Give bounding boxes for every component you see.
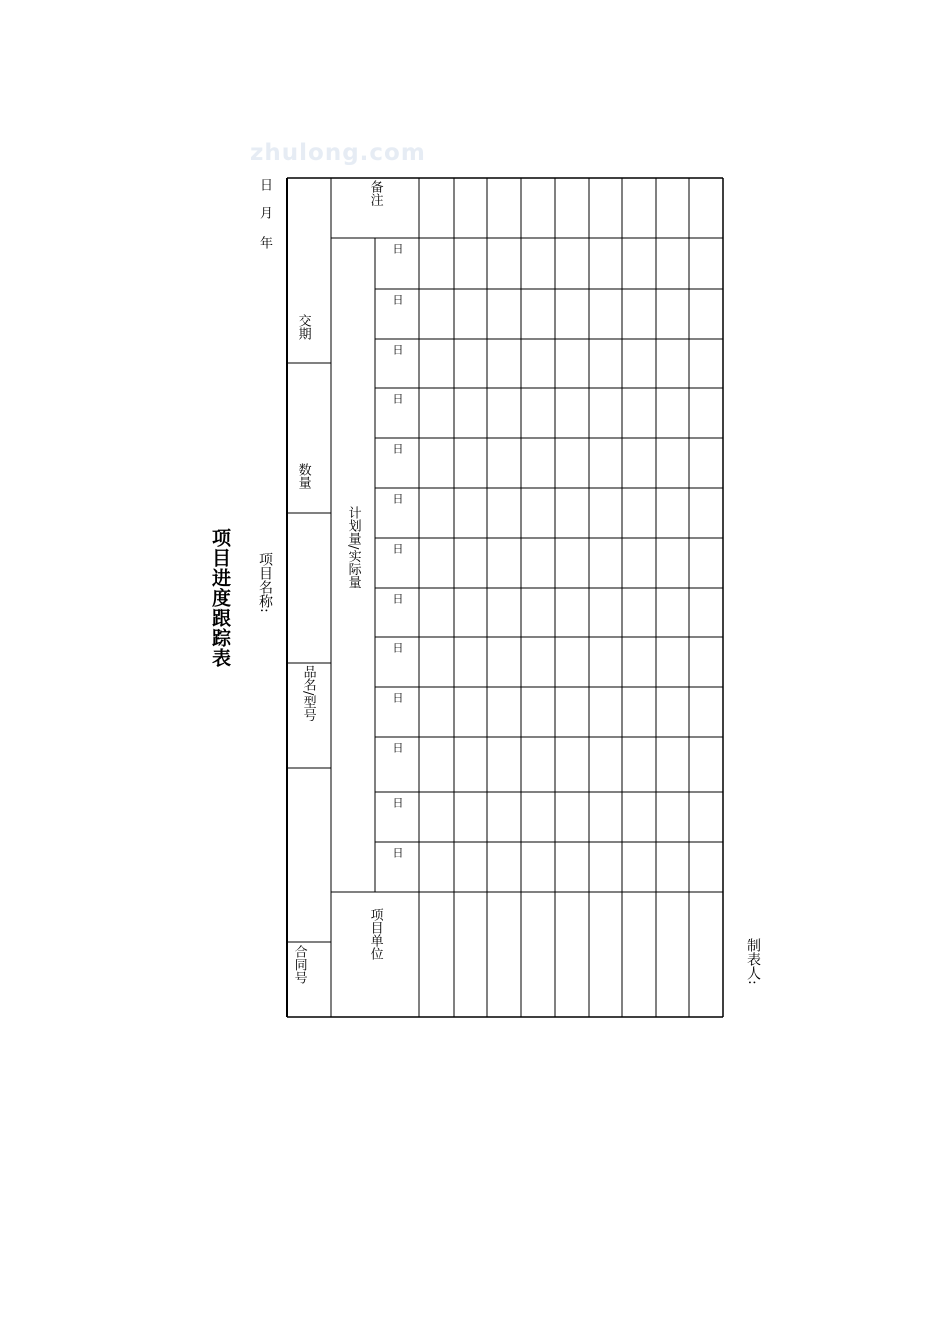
day-label: 日 [391, 797, 404, 808]
day-label: 日 [391, 692, 404, 703]
header-remark: 备注 [367, 180, 383, 206]
header-quantity: 数量 [295, 463, 311, 489]
date-month: 月 [257, 206, 272, 219]
maker-label: 制表人: [745, 938, 761, 985]
day-label: 日 [391, 243, 404, 254]
project-name-label: 项目名称: [257, 552, 273, 613]
header-plan-actual: 计划量/实际量 [345, 506, 361, 589]
day-label: 日 [391, 742, 404, 753]
page-title: 项目进度跟踪表 [209, 528, 231, 668]
date-day: 日 [257, 178, 272, 191]
watermark: zhulong.com [250, 140, 426, 166]
day-label: 日 [391, 493, 404, 504]
day-label: 日 [391, 443, 404, 454]
day-label: 日 [391, 593, 404, 604]
header-product-model: 品名/型号 [300, 665, 316, 722]
header-delivery: 交期 [295, 314, 311, 340]
header-unit: 项目单位 [367, 908, 383, 960]
day-label: 日 [391, 847, 404, 858]
day-label: 日 [391, 393, 404, 404]
day-label: 日 [391, 294, 404, 305]
day-label: 日 [391, 543, 404, 554]
date-year: 年 [257, 236, 272, 249]
header-contract-no: 合同号 [291, 945, 307, 984]
day-label: 日 [391, 344, 404, 355]
day-label: 日 [391, 642, 404, 653]
